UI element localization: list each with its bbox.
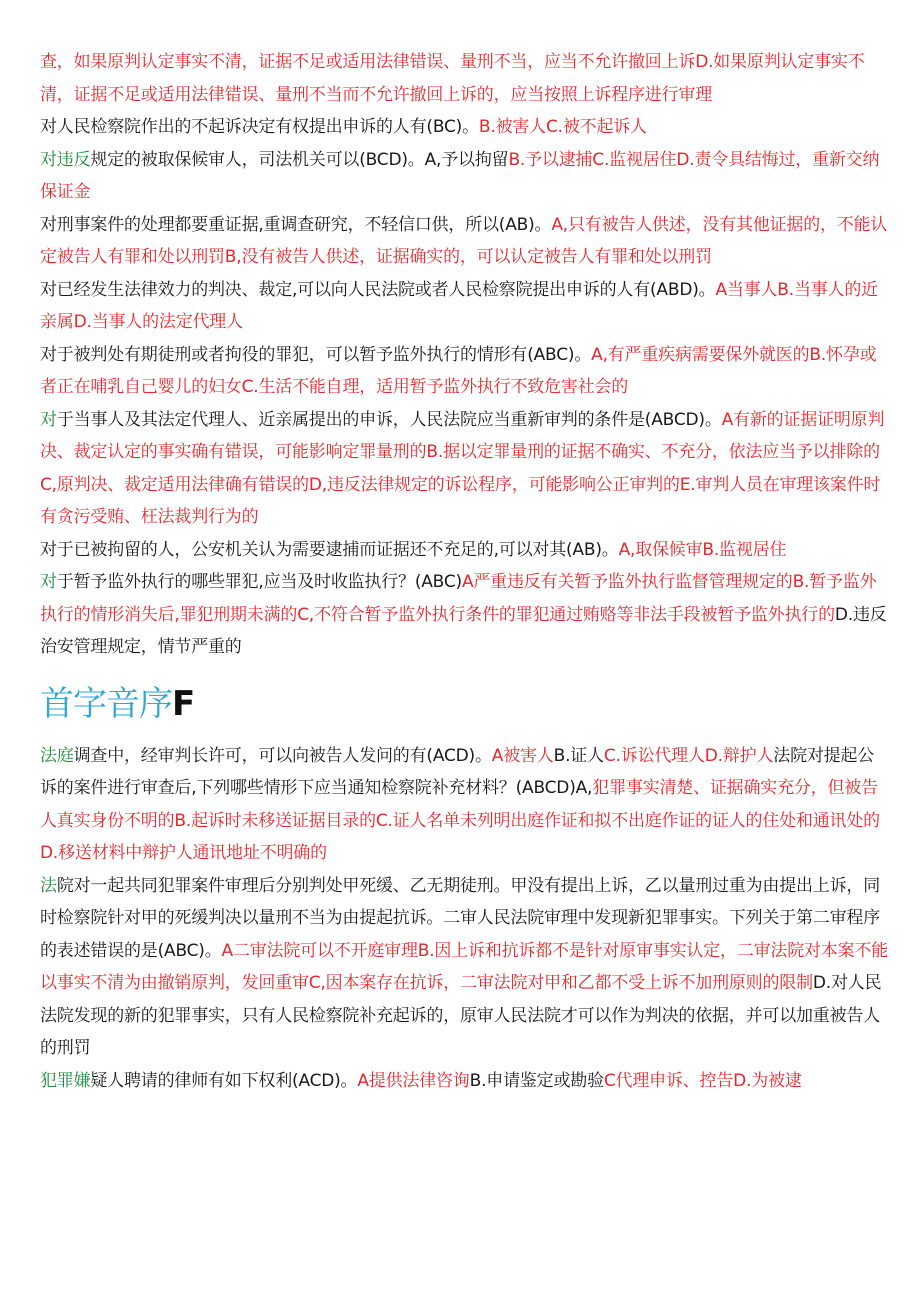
entry-segment-red: A二审法院可以不开庭审理B.因上诉和抗诉都不是针对原审事实认定，二审法院对本案不能以事实不清为由撤销原判，发回重审C,因本案存在抗诉，二审法院对甲和乙都不受上诉不加刑原则的限制 [40,940,889,993]
entry-segment-black: 规定的被取保候审人，司法机关可以(BCD)。A,予以拘留 [90,149,509,170]
entry-segment-black: 法院对提起公诉的案件进行审查后,下列哪些情形下应当通知检察院补充材料？(ABCD)A, [40,745,875,798]
section-heading-letter: F [172,683,196,724]
question-entry [40,111,890,144]
entry-segment-black: 院对一起共同犯罪案件审理后分别判处甲死缓、乙无期徒刑。甲没有提出上诉，乙以量刑过重为由提出上诉，同时检察院针对甲的死缓判决以量刑不当为由提起抗诉。二审人民法院审理中发现新犯罪事实。下列关于第二审程序的表述错误的是(ABC)。 [40,875,881,961]
entry-segment-red: A,只有被告人供述，没有其他证据的，不能认定被告人有罪和处以刑罚B,没有被告人供述，证据确实的，可以认定被告人有罪和处以刑罚 [40,214,888,267]
entry-segment-green: 法 [40,875,57,896]
entry-segment-red: A被害人 [491,745,554,766]
question-entry [40,1065,890,1098]
question-entry [40,404,890,534]
entry-segment-green: 对 [40,572,57,592]
entry-segment-black: 于当事人及其法定代理人、近亲属提出的申诉，人民法院应当重新审判的条件是(ABCD)。 [56,409,722,430]
entry-segment-red: A,有严重疾病需要保外就医的B.怀孕或者正在哺乳自己婴儿的妇女C.生活不能自理，适用暂予监外执行不致危害社会的 [40,344,877,397]
entry-segment-red: A提供法律咨询 [357,1070,470,1091]
question-entry [40,870,890,1065]
entry-segment-black: B.证人 [553,745,604,766]
question-entry [40,740,890,870]
entry-segment-black: D.违反治安管理规定，情节严重的 [40,604,887,657]
document-page [40,46,890,1097]
section-heading-text: 首字音序 [40,683,172,724]
question-entry [40,144,890,209]
entry-segment-red: 犯罪事实清楚、证据确实充分，但被告人真实身份不明的B.起诉时未移送证据目录的C.证人名单未列明出庭作证和拟不出庭作证的证人的住处和通讯处的D.移送材料中辩护人通讯地址不明确的 [40,778,880,863]
entry-segment-black: 对于被判处有期徒刑或者拘役的罪犯，可以暂予监外执行的情形有(ABC)。 [40,344,592,365]
entry-segment-black: 对人民检察院作出的不起诉决定有权提出申诉的人有(BC)。 [40,117,479,137]
entry-segment-black: B.申请鉴定或勘验 [469,1070,604,1091]
entry-segment-red: A有新的证据证明原判决、裁定认定的事实确有错误，可能影响定罪量刑的B.据以定罪量刑的证据不确实、不充分，依法应当予以排除的C,原判决、裁定适用法律确有错误的D,违反法律规定的诉讼程序，可能影响公正审判的E.审判人员在审理该案件时有贪污受贿、枉法裁判行为的 [40,409,885,527]
question-entry [40,274,890,339]
entries-block-2 [40,740,890,1098]
entry-segment-red: A严重违反有关暂予监外执行监督管理规定的B.暂予监外执行的情形消失后,罪犯刑期未满的C,不符合暂予监外执行条件的罪犯通过贿赂等非法手段被暂予监外执行的 [40,572,877,625]
entry-segment-red: B.被害人C.被不起诉人 [478,117,647,137]
question-entry [40,209,890,274]
entry-segment-black: 对刑事案件的处理都要重证据,重调查研究，不轻信口供，所以(AB)。 [40,214,552,235]
section-heading [40,682,890,726]
question-entry [40,534,890,567]
entry-segment-green: 对 [40,409,57,430]
entry-segment-black: 疑人聘请的律师有如下权利(ACD)。 [90,1070,358,1091]
entry-segment-red: A当事人B.当事人的近亲属D.当事人的法定代理人 [40,279,878,332]
question-entry [40,566,890,664]
entry-segment-black: 于暂予监外执行的哪些罪犯,应当及时收监执行？(ABC) [56,572,462,592]
entry-segment-red: A,取保候审B.监视居住 [618,539,787,560]
entry-segment-red: C.诉讼代理人D.辩护人 [603,745,774,766]
question-entry [40,46,890,111]
entry-segment-red: B.予以逮捕C.监视居住D.责令具结悔过，重新交纳保证金 [40,149,880,202]
entries-block-1 [40,46,890,664]
entry-segment-red: C代理申诉、控告D.为被逮 [603,1070,802,1091]
entry-segment-green: 法庭 [40,745,74,766]
question-entry [40,339,890,404]
entry-segment-black: 对于已被拘留的人，公安机关认为需要逮捕而证据还不充足的,可以对其(AB)。 [40,539,619,560]
entry-segment-green: 犯罪嫌 [40,1070,91,1091]
entry-segment-red: 查，如果原判认定事实不清，证据不足或适用法律错误、量刑不当，应当不允许撤回上诉D.如果原判认定事实不清，证据不足或适用法律错误、量刑不当而不允许撤回上诉的，应当按照上诉程序进行审理 [40,52,865,105]
entry-segment-black: D.对人民法院发现的新的犯罪事实，只有人民检察院补充起诉的，原审人民法院才可以作为判决的依据，并可以加重被告人的刑罚 [40,973,882,1058]
entry-segment-black: 调查中，经审判长许可，可以向被告人发问的有(ACD)。 [73,745,492,766]
entry-segment-black: 对已经发生法律效力的判决、裁定,可以向人民法院或者人民检察院提出申诉的人有(ABD)。 [40,279,716,300]
entry-segment-green: 对违反 [40,149,91,170]
